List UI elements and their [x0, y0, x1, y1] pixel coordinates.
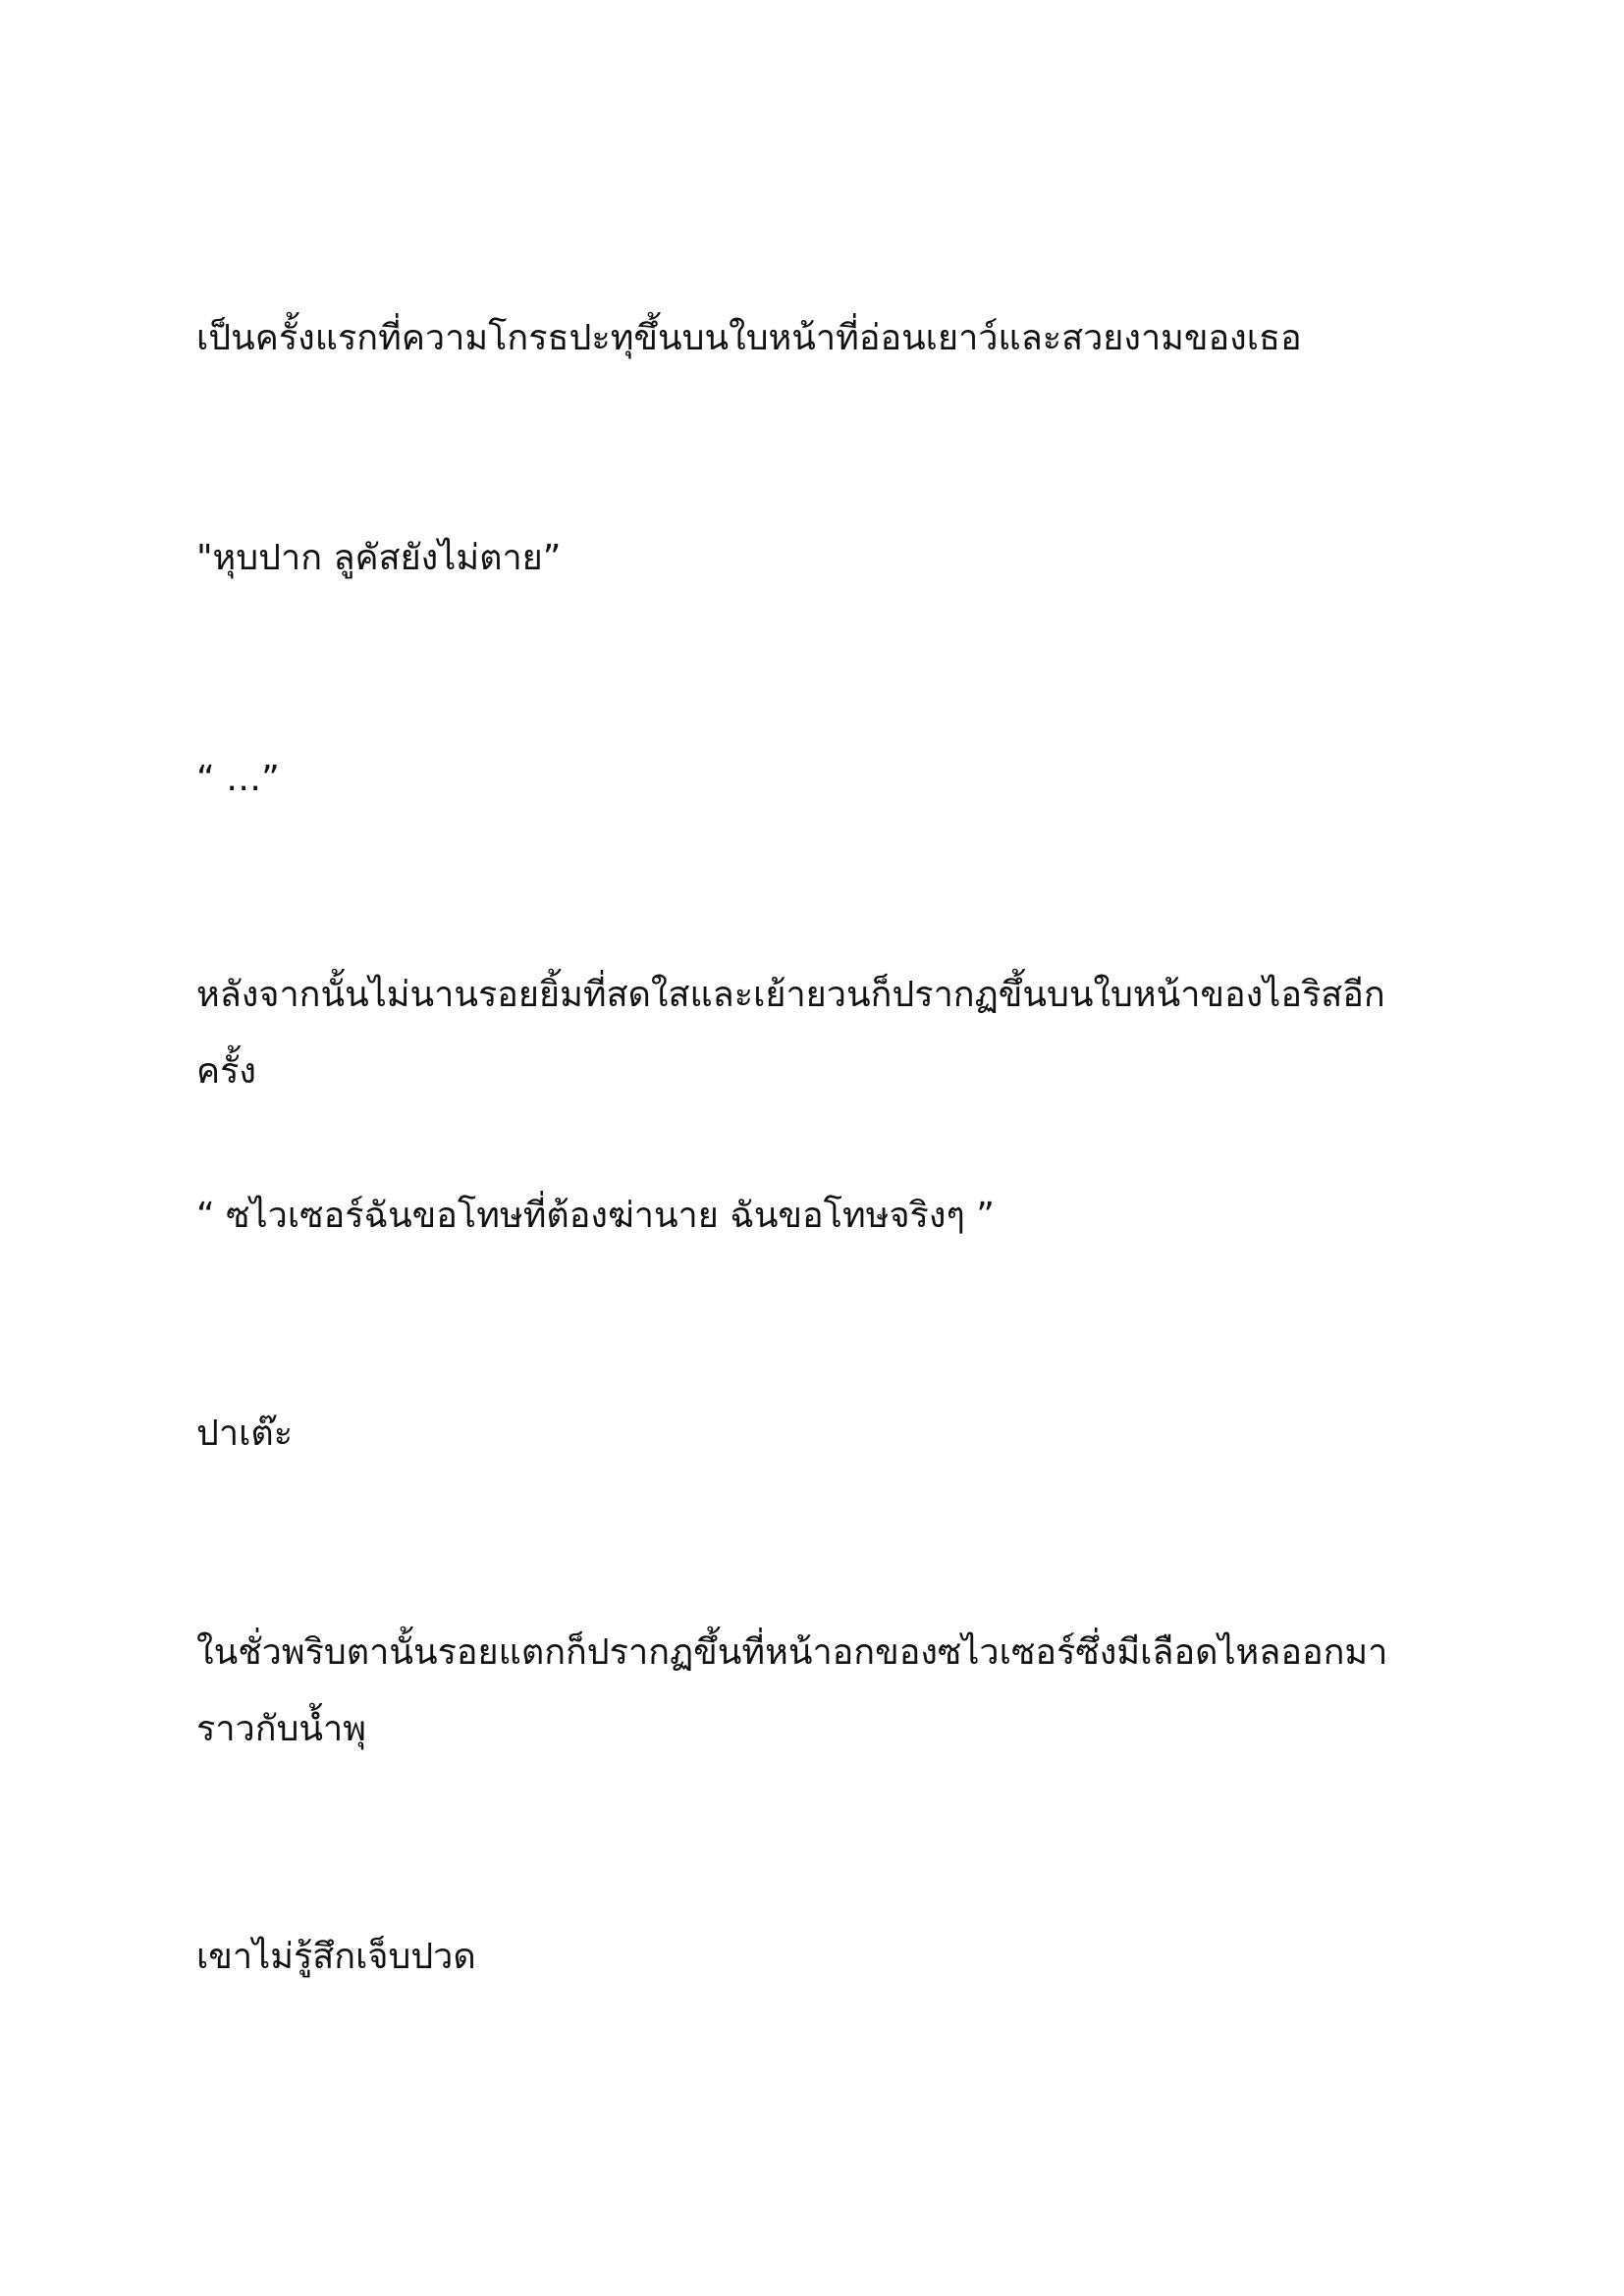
paragraph-dialogue-shut-up: "หุบปาก ลูคัสยังไม่ตาย” [196, 538, 562, 578]
paragraph-sound-effect: ปาเต๊ะ [196, 1414, 294, 1454]
paragraph-anger-first-time: เป็นครั้งแรกที่ความโกรธปะทุขึ้นบนใบหน้าที่อ่อนเยาว์และสวยงามของเธอ [196, 318, 1302, 358]
paragraph-no-pain: เขาไม่รู้สึกเจ็บปวด [196, 1937, 476, 1977]
paragraph-dialogue-ellipsis: “ …” [196, 759, 280, 799]
paragraph-dialogue-apology: “ ซไวเซอร์ฉันขอโทษที่ต้องฆ่านาย ฉันขอโทษจริงๆ ” [196, 1196, 995, 1236]
paragraph-smile-appears: หลังจากนั้นไม่นานรอยยิ้มที่สดใสและเย้ายวนก็ปรากฏขึ้นบนใบหน้าของไอริสอีกครั้ง [196, 975, 1385, 1092]
paragraph-crack-appears: ในชั่วพริบตานั้นรอยแตกก็ปรากฏขึ้นที่หน้าอกของซไวเซอร์ซึ่งมีเลือดไหลออกมาราวกับน้ำพุ [196, 1632, 1388, 1749]
